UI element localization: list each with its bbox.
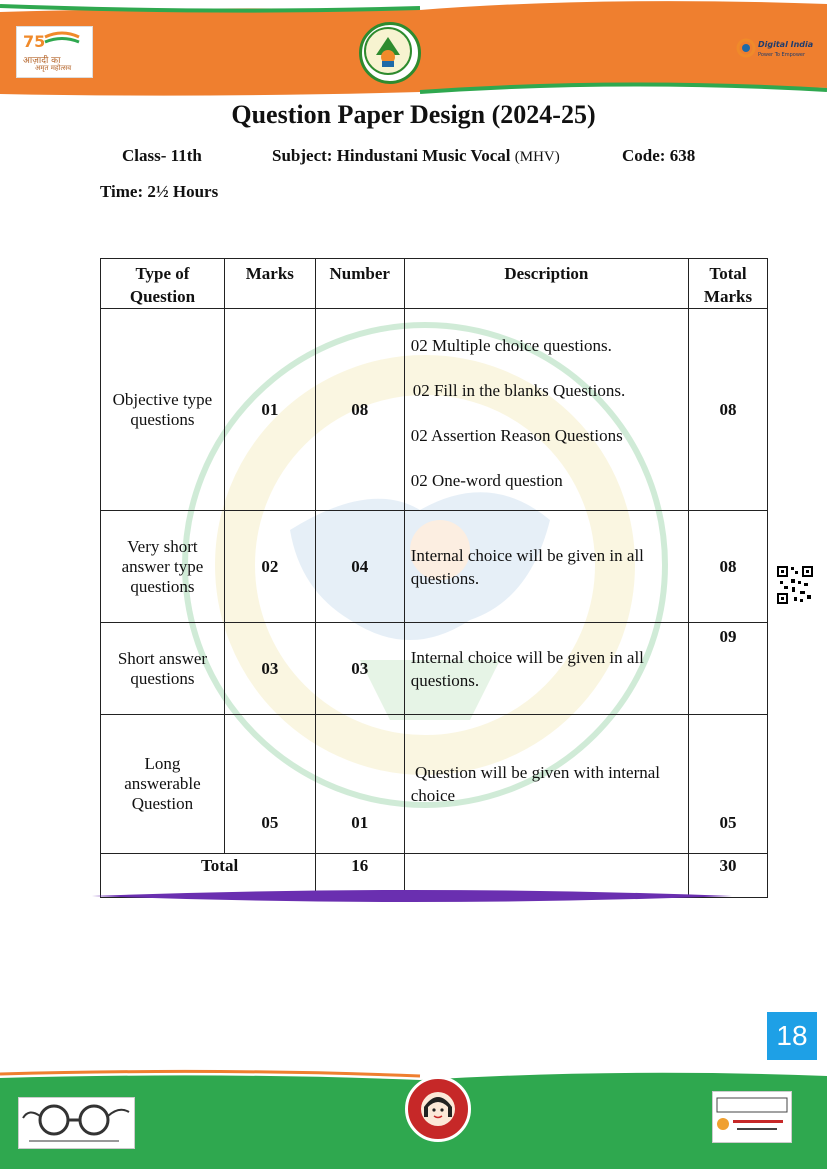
description-line: 02 One-word question: [410, 470, 563, 490]
description-line: 02 Fill in the blanks Questions.: [412, 380, 626, 400]
cell-number: 08: [315, 309, 404, 511]
cell-description: [404, 715, 688, 854]
board-emblem-logo: [359, 22, 421, 84]
cell-type: Very short answer type questions: [101, 511, 225, 623]
page-header: [0, 0, 827, 100]
cell-type: Long answerable Question: [101, 715, 225, 854]
subject-info: [272, 146, 560, 166]
cell-type: Objective type questions: [101, 309, 225, 511]
page-title: Question Paper Design (2024-25): [231, 100, 596, 129]
svg-text:75: 75: [23, 32, 46, 51]
time-label: Time: 2½ Hours: [100, 182, 219, 201]
question-paper-table: [100, 258, 768, 898]
beti-bachao-beti-padhao-logo: [405, 1076, 471, 1142]
svg-text:अमृत महोत्सव: अमृत महोत्सव: [35, 64, 72, 72]
decorative-divider: [92, 886, 732, 906]
svg-text:Digital India: Digital India: [758, 40, 814, 49]
qr-code-icon: [776, 565, 814, 605]
description-line: 02 Multiple choice questions.: [410, 335, 612, 355]
cell-number: 04: [315, 511, 404, 623]
total-label: Total: [101, 854, 316, 898]
cell-description: [404, 309, 688, 511]
header-description: Description: [404, 259, 688, 309]
table-row: [101, 511, 768, 623]
cell-marks: 01: [224, 309, 315, 511]
cell-description: [404, 623, 688, 715]
subject-code-abbr: (MHV): [514, 149, 560, 165]
cell-total: 08: [689, 511, 768, 623]
total-marks: 30: [689, 854, 768, 898]
table-row: [101, 715, 768, 854]
shiksha-ka-adhikar-logo: [712, 1091, 792, 1143]
table-header-row: [101, 259, 768, 309]
swachh-bharat-logo: [18, 1097, 135, 1149]
header-type: Type of Question: [101, 259, 225, 309]
class-label: Class- 11th: [122, 146, 202, 165]
header-marks: Marks: [224, 259, 315, 309]
total-number: 16: [315, 854, 404, 898]
cell-marks: 05: [224, 715, 315, 854]
subject-label: Subject: Hindustani Music Vocal: [272, 146, 511, 165]
cell-number: 01: [315, 715, 404, 854]
description-line: Internal choice will be given in all questions.: [410, 545, 644, 588]
cell-marks: 02: [224, 511, 315, 623]
description-line: 02 Assertion Reason Questions: [410, 425, 623, 445]
digital-india-logo: [734, 32, 814, 66]
cell-number: 03: [315, 623, 404, 715]
header-number: Number: [315, 259, 404, 309]
azadi-ka-amrit-mahotsav-logo: [16, 26, 93, 78]
header-total: Total Marks: [689, 259, 768, 309]
cell-total: 08: [689, 309, 768, 511]
table-row: [101, 623, 768, 715]
cell-type: Short answer questions: [101, 623, 225, 715]
code-label: Code: 638: [622, 146, 696, 165]
cell-total: 05: [689, 715, 768, 854]
description-line: Question will be given with internal choice: [410, 763, 665, 805]
cell-total: 09: [689, 623, 768, 715]
svg-text:आज़ादी का: आज़ादी का: [23, 56, 61, 66]
svg-text:Power To Empower: Power To Empower: [758, 52, 806, 58]
table-row: [101, 309, 768, 511]
page-number-badge: 18: [767, 1012, 817, 1060]
cell-marks: 03: [224, 623, 315, 715]
description-line: Internal choice will be given in all questions.: [410, 647, 644, 690]
cell-description: [404, 511, 688, 623]
